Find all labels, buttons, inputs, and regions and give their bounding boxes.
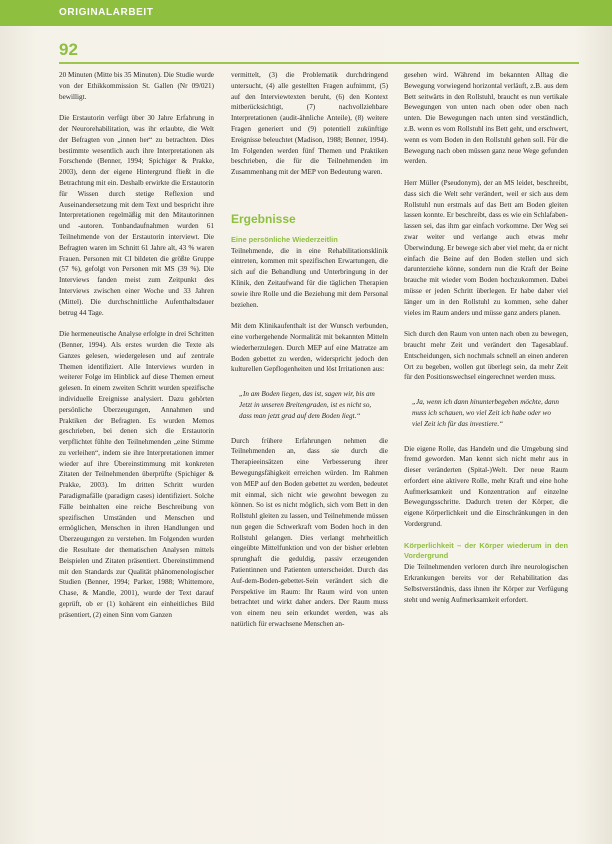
paragraph: Die hermeneutische Analyse erfolgte in drei Schritten (Benner, 1994). Als erstes wurden die Texte als Ganzes gelesen, wiedergelesen und auf zentrale Themen identifiziert. Alle Interviews wurden in weiterer Folge im Hinblick auf diese Themen erneut gelesen. In einem zweiten Schritt wurden spezifische individuelle Ereignisse analysiert. Dazu gehörten persönliche Überzeugungen, Annahmen und Praktiken der Befragten. Es wurden Memos geschrieben, bei denen sich die Erstautorin verpflichtet fühlte den Teilnehmenden „eine Stimme zu verleihen“, indem sie ihre Interpretationen immer wieder auf ihre Übereinstimmung mit konkreten Zitaten der Teilnehmenden überprüfte (Spichiger & Prakke, 2003). Im dritten Schritt wurden Paradigmafälle (paradigm cases) identifiziert. Solche Fälle beinhalten eine reiche Beschreibung von spezifischen Umständen und Menschen und ermöglichen, Menschen in ihren Handlungen und Überzeugungen zu verstehen. Im Folgenden wurden die Resultate der thematischen Analysen mittels Beispielen und Zitaten präsentiert. Übereinstimmend mit den Standards zur Qualität phänomenologischer Studien (Benner, 1994; Parker, 1988; Whittemore, Chase, & Mandle, 2001), wurde der Text darauf geprüft, ob er (1) kohärent ein einheitliches Bild präsentiert, (2) einen Sinn vom Ganzen — [59, 330, 214, 619]
interview-quote: „Ja, wenn ich dann hinunterbegeben möchte, dann muss ich schauen, wo viel Zeit ich habe oder wo viel Zeit ich für das investiere.“ — [412, 398, 559, 428]
results-heading: Ergebnisse — [231, 211, 296, 226]
paragraph: gesehen wird. Während im bekannten Alltag die Bewegung vorwiegend horizontal verläuft, z.B. aus dem Bett seitwärts in den Rollstuhl, braucht es nun vertikale Bewegungen von unten nach oben oder oben nach unten. Die Bewegungen nach unten sind verständlich, z.B. wenn es vom Rollstuhl ins Bett geht, und erschwert, wenn es vom Boden in den Rollstuhl gehen soll. Für die Bewegung nach oben müssen ganz neue Wege gefunden werden. — [404, 71, 568, 166]
subheading: Eine persönliche Wiederzeitlin — [231, 234, 338, 244]
paragraph: vermittelt, (3) die Problematik durchdringend untersucht, (4) alle gestellten Fragen aufnimmt, (5) auf den Interviewtexten beruht, (6) den Kontext mitberücksichtigt, (7) nachvollziehbare Interpretationen (audit-ähnliche Anteile), (8) weitere Fragen generiert und (9) potentiell zukünftige Ereignisse beleuchtet (Madison, 1988; Benner, 1994). Im Folgenden werden fünf Themen und Praktiken beschrieben, die für die Teilnehmenden im Zusammenhang mit der MEP von Bedeutung waren. — [231, 71, 388, 177]
paragraph: 20 Minuten (Mitte bis 35 Minuten). Die Studie wurde von der Ethikkommission St. Gallen (Nr 09/021) bewilligt. — [59, 71, 214, 101]
subheading: Körperlichkeit – der Körper wiederum in den Vordergrund — [404, 540, 568, 561]
paragraph: Sich durch den Raum von unten nach oben zu bewegen, braucht mehr Zeit und verändert den Tagesablauf. Entscheidungen, sich nochmals schnell an einen anderen Ort zu begeben, wollen gut überlegt sein, da mehr Zeit für den Positionswechsel eingerechnet werden muss. — [404, 330, 568, 382]
paragraph: Die Erstautorin verfügt über 30 Jahre Erfahrung in der Neurorehabilitation, was ihr erlaubte, die Welt der Befragten von „innen her“ zu betrachten. Dies bestimmte wesentlich auch ihre Interpretationen als Forschende (Benner, 1994; Spichiger & Prakke, 2003), denn der eigene Hintergrund fließt in die Betrachtung mit ein. Deshalb erwirkte die Erstautorin für Wissen durch stetige Reflexion und Auseinandersetzung mit dem Text und bespricht ihre Interpretationen regelmäßig mit den Mitautorinnen und -autoren. Tonbandaufnahmen wurden 61 Teilnehmende von der Erstautorin interviewt. Die Befragten waren im Schnitt 61 Jahre alt, 43 % waren Frauen. Personen mit CI bildeten die größte Gruppe (57 %), gefolgt von Personen mit MS (39 %). Die Interviews fanden meist zum Zeitpunkt des Interviews zwischen einer Woche und 33 Jahren (Mittel). Die durchschnittliche Aufenthaltsdauer betrug 44 Tage. — [59, 114, 214, 317]
interview-quote: „In am Boden liegen, das ist, sagen wir, bis am Jetzt in unseren Breitengraden, ist es nicht so, dass man jetzt grad auf dem Boden liegt.“ — [239, 390, 375, 420]
text-column-1 — [59, 70, 214, 631]
header-rule — [59, 62, 579, 64]
paragraph: Durch frühere Erfahrungen nehmen die Teilnehmenden an, dass sie durch die Therapieeinsätzen eine Verbesserung ihrer Bewegungsfähigkeit erreichen würden. Im Rahmen von MEP auf den Boden gebettet zu werden, bedeutet mit einmal, sich nicht wie gewohnt bewegen zu können. So ist es nicht möglich, sich vom Bett in den Rollstuhl gleiten zu lassen, und Teilnehmende müssen nun gegen die Schwerkraft vom Boden hoch in den Rollstuhl gelangen. Dies verlangt mehrheitlich eingeübte Mittelfunktion und von der bisher erlebten sprunghaft die geduldig, passiv erzeugenden Patientinnen und Patienten unterscheidet. Durch das Auf-dem-Boden-gebettet-Sein verändert sich die Perspektive im Raum: Ihr Raum wird von unten betrachtet und wirkt daher anders. Der Raum muss von einem neu sein erkundet werden, was als natürlich für erwachsene Menschen an- — [231, 436, 388, 629]
page-number: 92 — [59, 40, 78, 59]
text-column-3 — [404, 70, 568, 616]
paragraph: Teilnehmende, die in eine Rehabilitationsklinik eintreten, kommen mit spezifischen Erwartungen, die sich auf die Behandlung und Unterbringung in der Klinik, den Zeitaufwand für die täglichen Therapien sowie ihre Rolle und die Beziehung mit dem Personal beziehen. — [231, 246, 388, 309]
paragraph: Die eigene Rolle, das Handeln und die Umgebung sind fremd geworden. Man kennt sich nicht mehr aus in dieser veränderten (Spital-)Welt. Der neue Raum erfordert eine aktivere Rolle, mehr Kraft und eine hohe Aufmerksamkeit und Konzentration auf einzelne Bewegungsschritte. Dadurch treten der Körper, die eigene Körperlichkeit und die Einschränkungen in den Vordergrund. — [404, 444, 568, 529]
paragraph: Herr Müller (Pseudonym), der an MS leidet, beschreibt, dass sich die Welt sehr verändert, weil er sich aus dem Rollstuhl nun erstmals auf das Bett am Boden gleiten lassen konnte. Er beschreibt, dass es wie ein Schlafaben-lassen sei, das ihm gar einfach vorkomme. Der Weg sei zwar weiter und verlange auch etwas mehr Überwindung. Er bewege sich aber viel mehr, da er nicht einfach die Beine auf den Boden stellen und sich darunterziehe könne, sondern nun die Kraft der Beine brauche mit wieder vom Boden hochzukommen. Dabei müsse er jeden Schritt überlegen. Er habe daher viel länger um in den Rollstuhl zu kommen, sehe daher vieles im Raum anders und müsse ganz anders planen. — [404, 178, 568, 317]
section-label: ORIGINALARBEIT — [59, 7, 154, 18]
text-column-2 — [231, 70, 388, 641]
header-banner — [0, 0, 612, 26]
paragraph: Die Teilnehmenden verloren durch ihre neurologischen Erkrankungen bereits vor der Rehabilitation das Selbstverständnis, dass ihnen ihr Körper zur Verfügung steht und wenig Aufmerksamkeit erfordert. — [404, 563, 568, 604]
paragraph: Mit dem Klinikaufenthalt ist der Wunsch verbunden, eine vorhergehende Normalität mit bekannten Mitteln wiederherzulegen. Durch MEP auf eine Matratze am Boden gebettet zu werden, widerspricht jedoch den kulturellen Gepflogenheiten und löst Irritationen aus: — [231, 322, 388, 374]
